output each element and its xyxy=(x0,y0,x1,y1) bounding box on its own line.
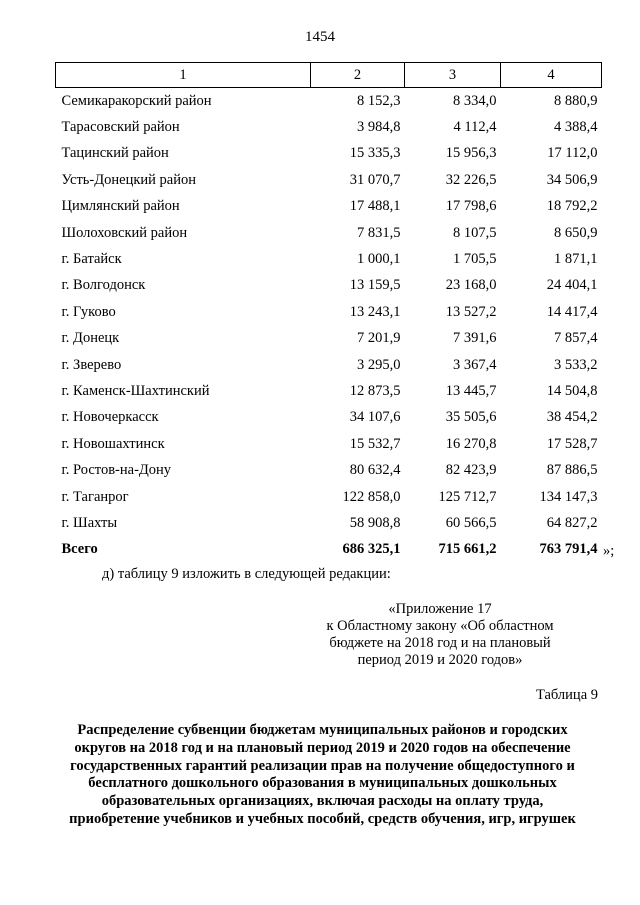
value-2019: 15 956,3 xyxy=(445,145,497,162)
municipality-name: Цимлянский район xyxy=(61,198,180,215)
municipality-name: г. Новочеркасск xyxy=(61,409,159,426)
column-header: 4 xyxy=(501,63,602,88)
table-row xyxy=(56,457,602,483)
municipality-name: г. Донецк xyxy=(61,330,120,347)
value-2019: 8 107,5 xyxy=(453,224,497,241)
value-2020: 8 650,9 xyxy=(554,224,598,241)
appendix-reference xyxy=(310,601,570,669)
table-row xyxy=(56,194,602,220)
value-2019: 23 168,0 xyxy=(445,277,497,294)
table-row xyxy=(56,299,602,325)
value-2018: 12 873,5 xyxy=(349,382,401,399)
value-2020: 24 404,1 xyxy=(546,277,598,294)
municipality-name: г. Ростов-на-Дону xyxy=(61,462,172,479)
total-closing-quote: »; xyxy=(603,543,615,559)
municipality-name: г. Волгодонск xyxy=(61,277,146,294)
heading-line: бесплатного дошкольного образования в муниципальных дошкольных xyxy=(88,775,557,792)
value-2019: 125 712,7 xyxy=(438,488,497,505)
table-row xyxy=(56,352,602,378)
table-row xyxy=(56,378,602,404)
value-2018: 122 858,0 xyxy=(342,488,401,505)
value-2019: 13 445,7 xyxy=(445,382,497,399)
heading-line: государственных гарантий реализации прав на получение общедоступного и xyxy=(70,757,575,774)
value-2020: 134 147,3 xyxy=(539,488,598,505)
table-label: Таблица 9 xyxy=(535,687,598,703)
value-2020: 17 112,0 xyxy=(547,145,598,162)
value-2020: 87 886,5 xyxy=(546,462,598,479)
heading-line: округов на 2018 год и на плановый период 2019 и 2020 годов на обеспечение xyxy=(74,739,571,756)
municipality-name: Тарасовский район xyxy=(61,119,180,136)
municipality-name: г. Новошахтинск xyxy=(61,435,165,452)
value-2018: 58 908,8 xyxy=(349,514,401,531)
value-2019: 17 798,6 xyxy=(445,198,497,215)
municipality-name: Семикаракорский район xyxy=(61,92,212,109)
value-2019: 4 112,4 xyxy=(453,119,497,136)
value-2020: 38 454,2 xyxy=(546,409,598,426)
value-2019: 715 661,2 xyxy=(438,541,497,558)
value-2020: 18 792,2 xyxy=(546,198,598,215)
total-row xyxy=(56,537,602,563)
value-2020: 64 827,2 xyxy=(546,514,598,531)
value-2018: 31 070,7 xyxy=(349,171,401,188)
table-row xyxy=(56,431,602,457)
value-2019: 32 226,5 xyxy=(445,171,497,188)
value-2018: 34 107,6 xyxy=(349,409,401,426)
value-2020: 14 504,8 xyxy=(546,382,598,399)
table-row xyxy=(56,88,602,115)
table-heading xyxy=(40,722,605,829)
table-header xyxy=(56,63,602,88)
table-row xyxy=(56,326,602,352)
table-row xyxy=(56,141,602,167)
heading-line: образовательных организациях, включая расходы на оплату труда, xyxy=(101,793,544,810)
value-2019: 82 423,9 xyxy=(445,462,497,479)
value-2020: 3 533,2 xyxy=(554,356,598,373)
municipality-name: Шолоховский район xyxy=(61,224,188,241)
table-row xyxy=(56,273,602,299)
municipality-name: Усть-Донецкий район xyxy=(61,171,196,188)
table-row xyxy=(56,114,602,140)
value-2019: 8 334,0 xyxy=(453,92,497,109)
column-header: 3 xyxy=(405,63,501,88)
table-row xyxy=(56,405,602,431)
appendix-line: «Приложение 17 xyxy=(388,601,492,617)
value-2019: 3 367,4 xyxy=(453,356,497,373)
value-2018: 1 000,1 xyxy=(357,251,401,268)
value-2018: 8 152,3 xyxy=(357,92,401,109)
subvention-table xyxy=(55,62,602,563)
value-2020: 4 388,4 xyxy=(554,119,598,136)
column-header: 2 xyxy=(311,63,405,88)
value-2018: 15 532,7 xyxy=(349,435,401,452)
appendix-line: период 2019 и 2020 годов» xyxy=(357,652,523,668)
column-header: 1 xyxy=(56,63,311,88)
table-body xyxy=(56,88,602,564)
municipality-name: Всего xyxy=(61,541,98,558)
value-2018: 7 831,5 xyxy=(357,224,401,241)
value-2020: 763 791,4 xyxy=(539,541,598,558)
municipality-name: г. Каменск-Шахтинский xyxy=(61,382,210,399)
table-row xyxy=(56,246,602,272)
appendix-line: бюджете на 2018 год и на плановый xyxy=(329,635,551,651)
value-2020: 34 506,9 xyxy=(546,171,598,188)
municipality-name: г. Зверево xyxy=(61,356,122,373)
value-2018: 80 632,4 xyxy=(349,462,401,479)
table-row xyxy=(56,484,602,510)
value-2019: 35 505,6 xyxy=(445,409,497,426)
table-row xyxy=(56,167,602,193)
value-2020: 14 417,4 xyxy=(546,303,598,320)
value-2018: 17 488,1 xyxy=(349,198,401,215)
value-2018: 7 201,9 xyxy=(357,330,401,347)
value-2019: 7 391,6 xyxy=(453,330,497,347)
amendment-instruction: д) таблицу 9 изложить в следующей редакции: xyxy=(102,566,391,582)
value-2019: 60 566,5 xyxy=(445,514,497,531)
value-2020: 17 528,7 xyxy=(546,435,598,452)
value-2020: 1 871,1 xyxy=(554,251,598,268)
municipality-name: г. Шахты xyxy=(61,514,118,531)
page-number: 1454 xyxy=(305,29,335,45)
value-2020: 8 880,9 xyxy=(554,92,598,109)
municipality-name: Тацинский район xyxy=(61,145,169,162)
municipality-name: г. Гуково xyxy=(61,303,116,320)
municipality-name: г. Батайск xyxy=(61,251,122,268)
value-2019: 16 270,8 xyxy=(445,435,497,452)
value-2018: 15 335,3 xyxy=(349,145,401,162)
heading-line: приобретение учебников и учебных пособий, средств обучения, игр, игрушек xyxy=(69,810,576,827)
value-2019: 13 527,2 xyxy=(445,303,497,320)
value-2019: 1 705,5 xyxy=(453,251,497,268)
appendix-line: к Областному закону «Об областном xyxy=(326,618,554,634)
value-2018: 3 984,8 xyxy=(357,119,401,136)
municipality-name: г. Таганрог xyxy=(61,488,129,505)
heading-line: Распределение субвенции бюджетам муниципальных районов и городских xyxy=(77,722,568,738)
value-2018: 686 325,1 xyxy=(342,541,401,558)
table-row xyxy=(56,220,602,246)
value-2018: 13 243,1 xyxy=(349,303,401,320)
value-2020: 7 857,4 xyxy=(554,330,598,347)
table-row xyxy=(56,510,602,536)
value-2018: 3 295,0 xyxy=(357,356,401,373)
value-2018: 13 159,5 xyxy=(349,277,401,294)
